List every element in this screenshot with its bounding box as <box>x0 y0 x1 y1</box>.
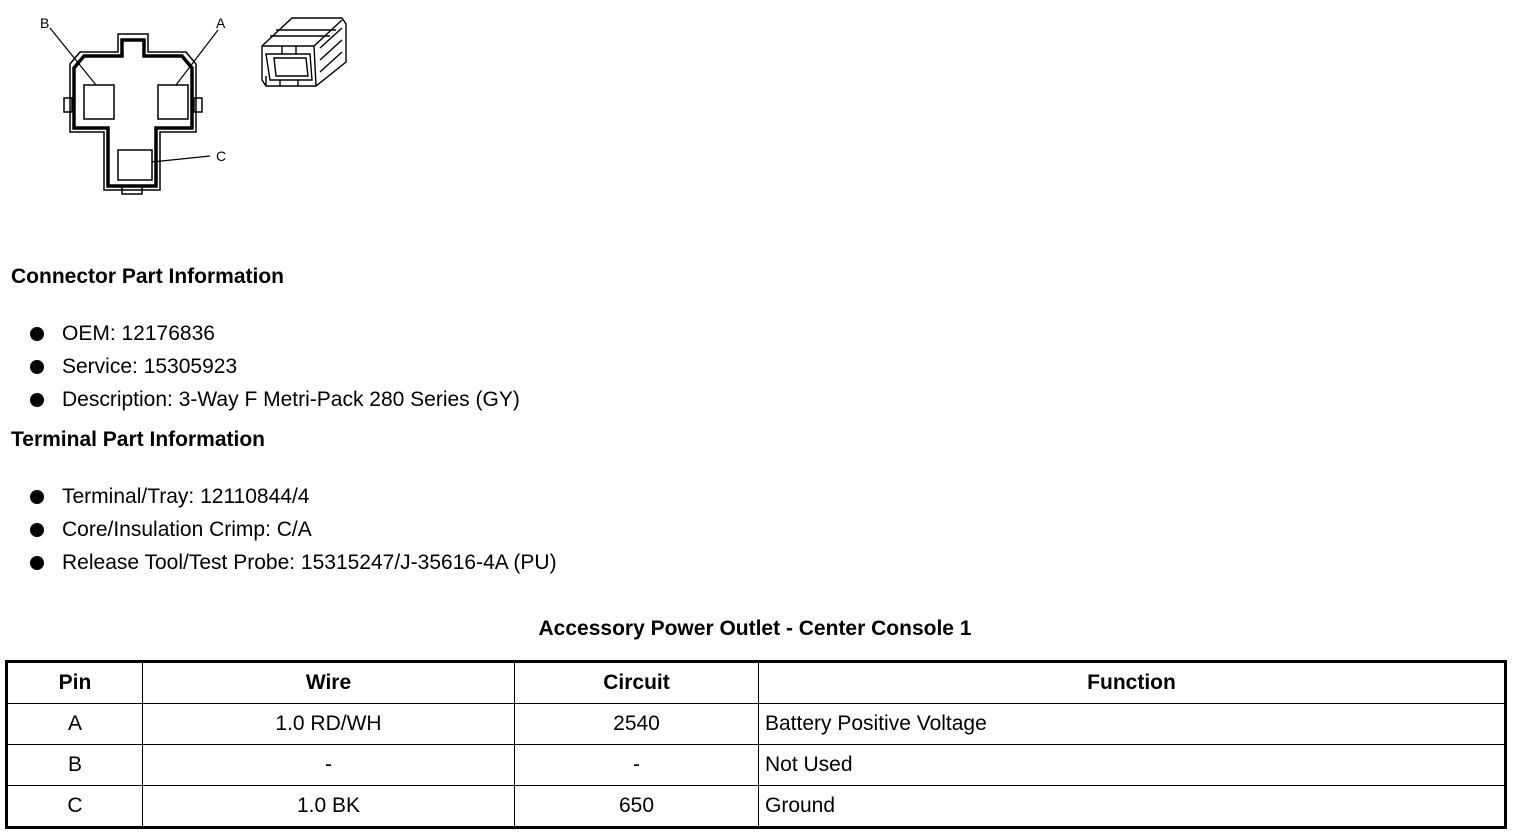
bullet-icon <box>30 360 44 374</box>
table-caption: Accessory Power Outlet - Center Console 1 <box>538 617 972 640</box>
header-circuit: Circuit <box>515 662 759 704</box>
oem-part-number: OEM: 12176836 <box>62 322 215 345</box>
list-item <box>30 383 520 416</box>
connector-part-info-title: Connector Part Information <box>11 265 285 288</box>
table-row <box>7 786 1506 828</box>
connector-part-info-list <box>30 317 520 416</box>
list-item <box>30 317 520 350</box>
table-row <box>7 745 1506 786</box>
list-item <box>30 350 520 383</box>
cell-circuit: - <box>515 745 759 786</box>
cell-function: Not Used <box>759 745 1506 786</box>
terminal-tray: Terminal/Tray: 12110844/4 <box>62 485 310 508</box>
cell-function: Battery Positive Voltage <box>759 704 1506 745</box>
table-row <box>7 704 1506 745</box>
cell-wire: 1.0 RD/WH <box>143 704 515 745</box>
pin-label-b: B <box>40 15 50 31</box>
table-header-row <box>7 662 1506 704</box>
bullet-icon <box>30 523 44 537</box>
terminal-part-info-title: Terminal Part Information <box>11 428 265 451</box>
connector-diagram <box>30 6 370 206</box>
terminal-part-info-list <box>30 480 557 579</box>
cell-circuit: 650 <box>515 786 759 828</box>
core-insulation-crimp: Core/Insulation Crimp: C/A <box>62 518 312 541</box>
header-function: Function <box>759 662 1506 704</box>
cell-pin: A <box>7 704 143 745</box>
connector-description: Description: 3-Way F Metri-Pack 280 Series (GY) <box>62 388 520 411</box>
pinout-table <box>5 660 1507 829</box>
cell-function: Ground <box>759 786 1506 828</box>
cell-pin: B <box>7 745 143 786</box>
bullet-icon <box>30 327 44 341</box>
header-wire: Wire <box>143 662 515 704</box>
list-item <box>30 480 557 513</box>
bullet-icon <box>30 490 44 504</box>
list-item <box>30 546 557 579</box>
cell-circuit: 2540 <box>515 704 759 745</box>
release-tool-test-probe: Release Tool/Test Probe: 15315247/J-35616-4A (PU) <box>62 551 557 574</box>
bullet-icon <box>30 393 44 407</box>
cell-pin: C <box>7 786 143 828</box>
bullet-icon <box>30 556 44 570</box>
connector-face-view-icon <box>30 6 370 206</box>
pin-label-c: C <box>216 148 227 164</box>
cell-wire: 1.0 BK <box>143 786 515 828</box>
cell-wire: - <box>143 745 515 786</box>
connector-3d-view-icon <box>262 18 346 86</box>
list-item <box>30 513 557 546</box>
service-part-number: Service: 15305923 <box>62 355 238 378</box>
header-pin: Pin <box>7 662 143 704</box>
pin-label-a: A <box>216 15 226 31</box>
